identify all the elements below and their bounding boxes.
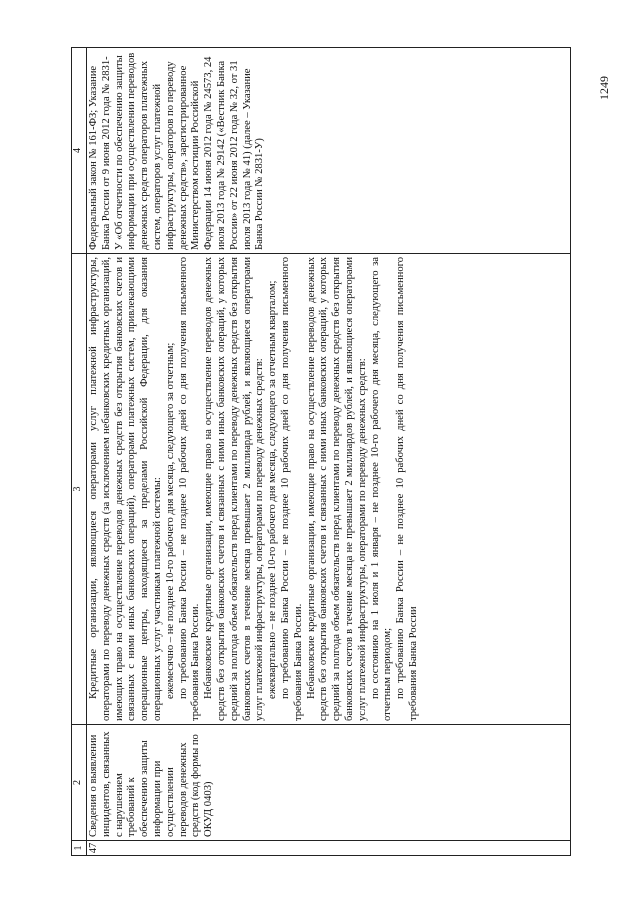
req-paragraph: ежеквартально – не позднее 10-го рабочего дня месяца, следующего за отчетным кварталом;: [267, 280, 279, 699]
row-number: 47: [87, 841, 571, 856]
form-name: Сведения о выявлении инцидентов, связанных с нарушением требований к обеспечению защиты информации при осуществлении переводов денежных средств (код формы по ОКУД 0403): [87, 725, 571, 841]
document-table-rotated: [71, 52, 571, 856]
table-row: [87, 48, 571, 856]
header-col-2: 2: [72, 725, 87, 841]
header-col-3: 3: [72, 254, 87, 725]
header-col-1: 1: [72, 841, 87, 856]
page-number: 1249: [597, 76, 611, 100]
req-paragraph: Кредитные организации, являющиеся операторами услуг платежной инфраструктуры, операторами по переводу денежных средств (за исключением небанковских кредитных организаций, имеющих право на осуществление переводов денежных средств без открытия банковских счетов и связанных с ними иных банковских операций), операторами платежных систем, привлекающими операционные центры, находящиеся за пределами Российской Федерации, для оказания операционных услуг участникам платежной системы:: [88, 257, 163, 721]
req-paragraph: по требованию Банка России – не позднее 10 рабочих дней со дня получения письменного требования Банка России.: [177, 257, 202, 721]
req-paragraph: Небанковские кредитные организации, имеющие право на осуществление переводов денежных средств без открытия банковских счетов и связанных с ними иных банковских операций, у которых средний за полгода объем обязательств перед клиентами по переводу денежных средств без открытия банковских счетов в течение месяца не превышает 2 миллиардов рублей, и являющиеся операторами услуг платежной инфраструктуры, операторами по переводу денежных средств:: [305, 257, 368, 721]
req-paragraph: по требованию Банка России – не позднее 10 рабочих дней со дня получения письменного требования Банка России.: [279, 257, 304, 721]
req-paragraph: Небанковские кредитные организации, имеющие право на осуществление переводов денежных средств без открытия банковских счетов и связанных с ними иных банковских операций, у которых средний за полгода объем обязательств перед клиентами по переводу денежных средств без открытия банковских счетов в течение месяца превышает 2 миллиарда рублей, и являющиеся операторами услуг платежной инфраструктуры, операторами по переводу денежных средств:: [203, 257, 266, 721]
header-col-4: 4: [72, 48, 87, 254]
submission-requirements: [87, 254, 571, 725]
reporting-forms-table: [71, 47, 571, 856]
req-paragraph: по требованию Банка России – не позднее 10 рабочих дней со дня получения письменного требования Банка России: [395, 257, 419, 721]
legal-basis: Федеральный закон № 161-ФЗ; Указание Банка России от 9 июня 2012 года № 2831-У «Об отчетности по обеспечению защиты информации при осуществлении переводов денежных средств операторов платежных систем, операторов услуг платежной инфраструктуры, операторов по переводу денежных средств», зарегистрированное Министерством юстиции Российской Федерации 14 июня 2012 года № 24573, 24 июля 2013 года № 29142 («Вестник Банка России» от 22 июня 2012 года № 32, от 31 июля 2013 года № 41) (далее – Указание Банка России № 2831-У): [87, 48, 571, 254]
header-row: [72, 48, 87, 856]
req-paragraph: по состоянию на 1 июля и 1 января – не позднее 10-го рабочего дня месяца, следующего за отчетным периодом;: [369, 257, 394, 721]
req-paragraph: ежемесячно – не позднее 10-го рабочего дня месяца, следующего за отчетным;: [164, 342, 176, 699]
